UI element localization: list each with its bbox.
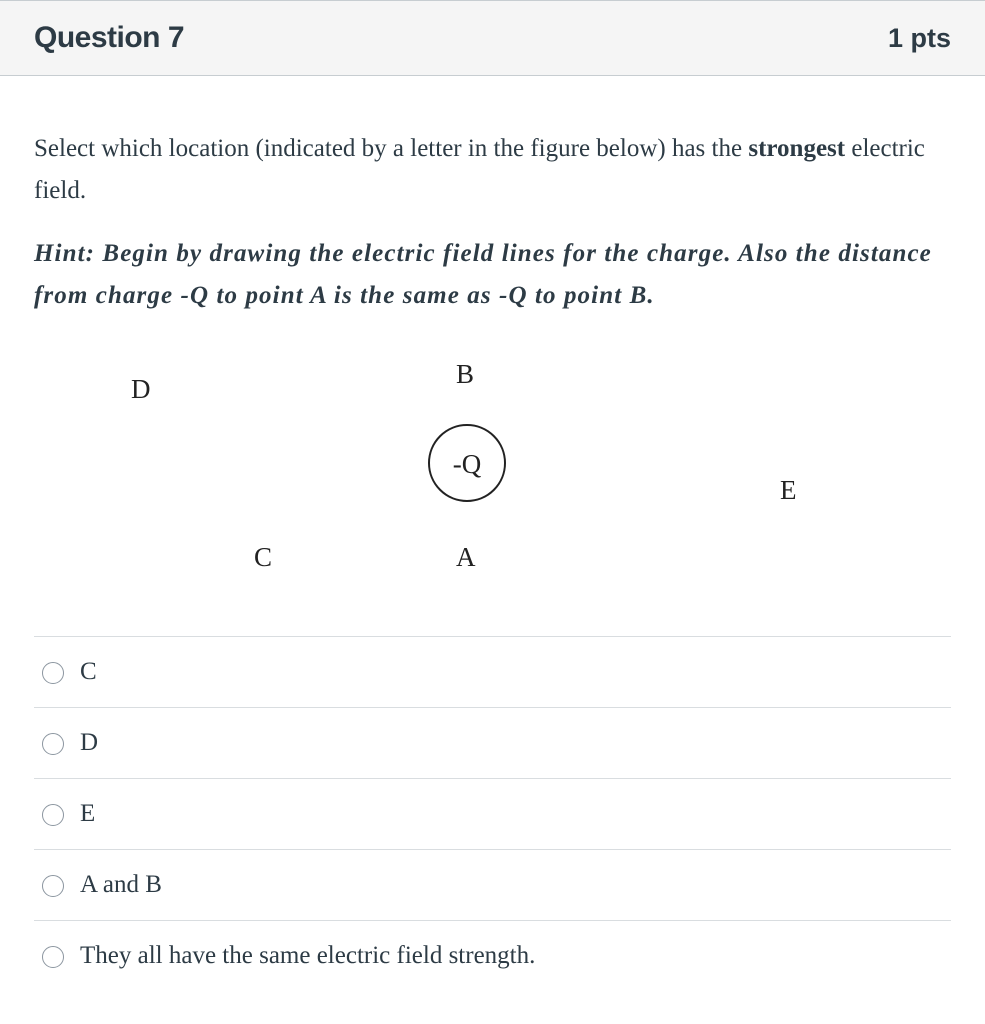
figure-charge-circle: [428, 424, 506, 502]
question-points: 1 pts: [887, 23, 951, 53]
answer-list: [34, 636, 951, 991]
figure-point-b: B: [456, 359, 475, 389]
answer-label[interactable]: They all have the same electric field strength.: [80, 942, 536, 969]
question-hint: Hint: Begin by drawing the electric field lines for the charge. Also the distance from charge -Q to point A is the same as -Q to point B.: [34, 240, 932, 309]
prompt-text-before: Select which location (indicated by a letter in the figure below) has the: [34, 135, 749, 162]
question-prompt: [34, 128, 934, 212]
question-title: Question 7: [34, 21, 185, 54]
radio-button[interactable]: [42, 946, 64, 968]
figure-point-e: E: [780, 475, 797, 505]
answer-option-d[interactable]: [34, 707, 951, 778]
answer-label[interactable]: A and B: [80, 871, 162, 898]
answer-label[interactable]: C: [80, 658, 97, 685]
figure-charge-label: -Q: [452, 449, 482, 479]
figure-point-c: C: [254, 542, 273, 572]
answer-label[interactable]: D: [80, 729, 99, 756]
radio-button[interactable]: [42, 662, 64, 684]
answer-label[interactable]: E: [80, 800, 96, 827]
answer-option-a-and-b[interactable]: [34, 849, 951, 920]
prompt-text-after: electric field.: [34, 135, 925, 204]
question-header: [0, 0, 985, 76]
answer-option-e[interactable]: [34, 778, 951, 849]
radio-button[interactable]: [42, 804, 64, 826]
figure-point-d: D: [131, 374, 151, 404]
radio-button[interactable]: [42, 733, 64, 755]
figure-point-a: A: [456, 542, 476, 572]
answer-option-c[interactable]: [34, 636, 951, 707]
radio-button[interactable]: [42, 875, 64, 897]
answer-option-all-same[interactable]: [34, 920, 951, 991]
prompt-emphasis: strongest: [748, 135, 846, 162]
